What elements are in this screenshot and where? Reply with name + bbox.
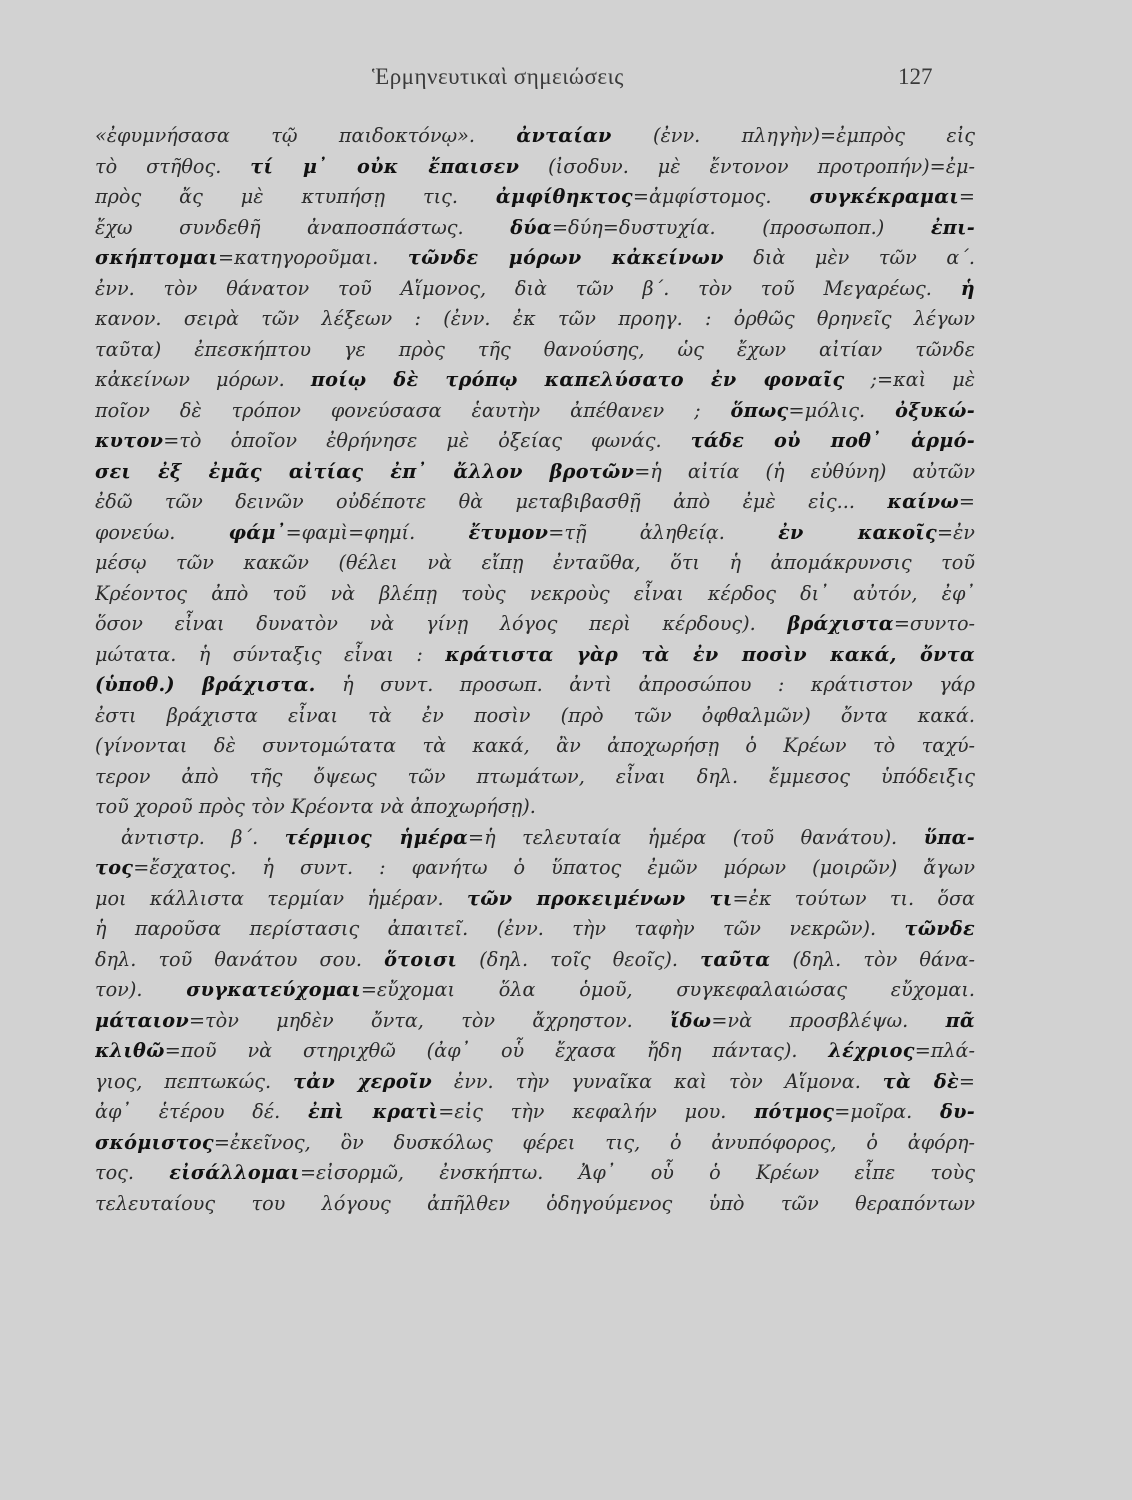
text-line	[95, 609, 975, 640]
gloss-text: ἐνν. τὴν γυναῖκα καὶ τὸν Αἵμονα.	[432, 1069, 883, 1093]
lemma-term: τάδε οὐ ποθ᾽ ἁρμό-	[690, 429, 975, 452]
gloss-text: =φαμὶ=φημί.	[285, 520, 469, 544]
text-line	[95, 914, 975, 945]
gloss-text: «ἐφυμνήσασα τῷ παιδοκτόνῳ».	[95, 124, 517, 147]
lemma-term: πᾶ	[945, 1008, 975, 1032]
gloss-text: (γίνονται δὲ συντομώτατα τὰ κακά, ἂν ἀποχωρήσῃ ὁ Κρέων τὸ ταχύ-	[95, 734, 975, 757]
gloss-text: μέσῳ τῶν κακῶν (θέλει νὰ εἴπῃ ἐνταῦθα, ὅτι ἡ ἀπομάκρυνσις τοῦ	[95, 551, 975, 574]
lemma-term: ἐν κακοῖς	[778, 520, 937, 544]
lemma-term: ἔτυμον	[468, 520, 549, 544]
lemma-term: δυ-	[940, 1100, 975, 1123]
gloss-text: μοι κάλλιστα τερμίαν ἡμέραν.	[95, 886, 467, 910]
text-line	[95, 243, 975, 274]
lemma-term: ἐπι-	[930, 215, 975, 239]
gloss-text: ἀντιστρ. β΄.	[121, 825, 285, 849]
gloss-text: =μοῖρα.	[834, 1100, 941, 1123]
lemma-term: φάμ᾽	[228, 520, 286, 544]
gloss-text: δηλ. τοῦ θανάτου σου.	[95, 947, 385, 971]
lemma-term: τῶνδε	[904, 917, 975, 940]
text-line	[95, 335, 975, 366]
text-line	[95, 792, 975, 823]
gloss-text: =πλά-	[914, 1039, 975, 1062]
gloss-text: =	[958, 185, 975, 208]
lemma-term: ταῦτα	[700, 947, 771, 971]
text-line	[95, 487, 975, 518]
gloss-text: τὸ στῆθος.	[95, 154, 251, 178]
lemma-term: μάταιον	[95, 1008, 189, 1032]
lemma-term: ἴδω	[670, 1008, 712, 1032]
lemma-term: κλιθῶ	[95, 1039, 165, 1062]
lemma-term: ὅτοισι	[384, 947, 458, 971]
lemma-term: εἰσάλλομαι	[169, 1161, 300, 1184]
text-line	[95, 1036, 975, 1067]
text-line	[95, 884, 975, 915]
lemma-term: ἀνταίαν	[516, 124, 612, 147]
gloss-text: τελευταίους του λόγους ἀπῆλθεν ὁδηγούμενος ὑπὸ τῶν θεραπόντων	[95, 1191, 975, 1215]
gloss-text: =δύη=δυστυχία. (προσωποπ.)	[551, 215, 931, 239]
gloss-text: =τὸ ὁποῖον ἐθρήνησε μὲ ὀξείας φωνάς.	[163, 429, 691, 452]
gloss-text: =κατηγοροῦμαι.	[218, 246, 408, 269]
lemma-term: ποίῳ δὲ τρόπῳ καπελύσατο ἐν φοναῖς	[310, 368, 845, 391]
lemma-term: ὅπως	[730, 398, 789, 422]
text-line	[95, 1128, 975, 1159]
text-line	[95, 1006, 975, 1037]
lemma-term: συγκέκραμαι	[809, 185, 959, 208]
gloss-text: =νὰ προσβλέψω.	[711, 1008, 946, 1032]
text-line	[95, 274, 975, 305]
gloss-text: =εἰσορμῶ, ἐνσκήπτω. Ἀφ᾽ οὗ ὁ Κρέων εἶπε τοὺς	[299, 1161, 975, 1184]
text-line	[95, 762, 975, 793]
text-line	[95, 823, 975, 854]
gloss-text: ἐνν. τὸν θάνατον τοῦ Αἵμονος, διὰ τῶν β΄. τὸν τοῦ Μεγαρέως.	[95, 276, 961, 300]
text-line	[95, 1097, 975, 1128]
text-line	[95, 396, 975, 427]
gloss-text: ἡ συντ. προσωπ. ἀντὶ ἀπροσώπου : κράτιστον γάρ	[315, 673, 975, 696]
text-line	[95, 548, 975, 579]
gloss-text: =ἔσχατος. ἡ συντ. : φανήτω ὁ ὕπατος ἐμῶν μόρων (μοιρῶν) ἄγων	[133, 856, 975, 879]
text-line	[95, 304, 975, 335]
lemma-term: τί μ᾽ οὐκ ἔπαισεν	[250, 154, 520, 178]
text-line	[95, 365, 975, 396]
gloss-text: =συντο-	[893, 612, 975, 635]
lemma-term: σκήπτομαι	[95, 246, 219, 269]
text-line	[95, 579, 975, 610]
gloss-text: ἐδῶ τῶν δεινῶν οὐδέποτε θὰ μεταβιβασθῇ ἀπὸ ἐμὲ εἰς...	[95, 490, 888, 513]
gloss-text: =ἡ τελευταία ἡμέρα (τοῦ θανάτου).	[468, 825, 924, 849]
text-line	[95, 457, 975, 488]
gloss-text: ἡ παροῦσα περίστασις ἀπαιτεῖ. (ἐνν. τὴν ταφὴν τῶν νεκρῶν).	[95, 917, 905, 940]
gloss-text: =τὸν μηδὲν ὄντα, τὸν ἄχρηστον.	[188, 1008, 671, 1032]
text-line	[95, 975, 975, 1006]
gloss-text: τον).	[95, 978, 187, 1001]
text-line	[95, 152, 975, 183]
gloss-text: =ἐκ τούτων τι. ὅσα	[732, 886, 975, 910]
gloss-text: ποῖον δὲ τρόπον φονεύσασα ἑαυτὴν ἀπέθανεν ;	[95, 398, 731, 422]
gloss-text: =ἡ αἰτία (ἡ εὐθύνη) αὐτῶν	[634, 459, 975, 483]
lemma-term: (ὑποθ.) βράχιστα.	[95, 673, 316, 696]
lemma-term: δύα	[510, 215, 552, 239]
gloss-text: (ἐνν. πληγὴν)=ἐμπρὸς εἰς	[611, 124, 975, 147]
lemma-term: κράτιστα γὰρ τὰ ἐν ποσὶν κακά, ὄντα	[445, 642, 975, 666]
gloss-text: ὅσον εἶναι δυνατὸν νὰ γίνῃ λόγος περὶ κέρδους).	[95, 612, 788, 635]
gloss-text: ταῦτα) ἐπεσκήπτου γε πρὸς τῆς θανούσης, ὡς ἔχων αἰτίαν τῶνδε	[95, 337, 975, 361]
gloss-text: =ἐν	[936, 520, 975, 544]
text-line	[95, 1067, 975, 1098]
gloss-text: =ἐκεῖνος, ὃν δυσκόλως φέρει τις, ὁ ἀνυπόφορος, ὁ ἀφόρη-	[213, 1130, 975, 1154]
text-line	[95, 213, 975, 244]
text-line	[95, 701, 975, 732]
lemma-term: βράχιστα	[787, 612, 894, 635]
text-line	[95, 670, 975, 701]
text-line	[95, 518, 975, 549]
text-line	[95, 853, 975, 884]
lemma-term: ὀξυκώ-	[895, 398, 975, 422]
lemma-term: ἐπὶ κρατὶ	[308, 1100, 439, 1123]
text-line	[95, 1189, 975, 1220]
lemma-term: τἀν χεροῖν	[293, 1069, 433, 1093]
text-line	[95, 426, 975, 457]
lemma-term: σκόμιστος	[95, 1130, 214, 1154]
gloss-text: ἀφ᾽ ἑτέρου δέ.	[95, 1100, 309, 1123]
gloss-text: φονεύω.	[95, 520, 229, 544]
gloss-text: ;=καὶ μὲ	[844, 368, 975, 391]
gloss-text: (δηλ. τοῖς θεοῖς).	[457, 947, 701, 971]
gloss-text: =τῇ ἀληθείᾳ.	[548, 520, 779, 544]
gloss-text: ἔχω συνδεθῆ ἀναποσπάστως.	[95, 215, 511, 239]
gloss-text: =ποῦ νὰ στηριχθῶ (ἀφ᾽ οὗ ἔχασα ἤδη πάντας).	[164, 1039, 829, 1062]
lemma-term: τος	[95, 856, 134, 879]
lemma-term: ὕπα-	[923, 825, 975, 849]
gloss-text: γιος, πεπτωκώς.	[95, 1069, 294, 1093]
gloss-text: τερον ἀπὸ τῆς ὄψεως τῶν πτωμάτων, εἶναι δηλ. ἔμμεσος ὑπόδειξις	[95, 764, 975, 788]
page-number: 127	[898, 64, 933, 89]
commentary-text	[95, 121, 975, 1219]
gloss-text: ἐστι βράχιστα εἶναι τὰ ἐν ποσὶν (πρὸ τῶν ὀφθαλμῶν) ὄντα κακά.	[95, 703, 975, 727]
lemma-term: καίνω	[887, 490, 959, 513]
text-line	[95, 121, 975, 152]
gloss-text: Κρέοντος ἀπὸ τοῦ νὰ βλέπῃ τοὺς νεκροὺς εἶναι κέρδος δι᾽ αὐτόν, ἐφ᾽	[95, 581, 975, 605]
text-line	[95, 640, 975, 671]
gloss-text: πρὸς ἄς μὲ κτυπήσῃ τις.	[95, 185, 496, 208]
gloss-text: τοῦ χοροῦ πρὸς τὸν Κρέοντα νὰ ἀποχωρήσῃ).	[95, 795, 536, 818]
lemma-term: κυτον	[95, 429, 164, 452]
text-line	[95, 731, 975, 762]
lemma-term: τὰ δὲ	[882, 1069, 959, 1093]
gloss-text: =ἀμφίστομος.	[632, 185, 810, 208]
gloss-text: κἀκείνων μόρων.	[95, 368, 311, 391]
lemma-term: συγκατεύχομαι	[186, 978, 361, 1001]
gloss-text: =εἰς τὴν κεφαλήν μου.	[438, 1100, 755, 1123]
gloss-text: (δηλ. τὸν θάνα-	[770, 947, 975, 971]
text-line	[95, 1158, 975, 1189]
page-header	[0, 60, 1132, 96]
gloss-text: =εὔχομαι ὅλα ὁμοῦ, συγκεφαλαιώσας εὔχομαι.	[360, 978, 975, 1001]
lemma-term: σει ἐξ ἐμᾶς αἰτίας ἐπ᾽ ἄλλον βροτῶν	[95, 459, 635, 483]
lemma-term: ἀμφίθηκτος	[495, 185, 633, 208]
gloss-text: =	[958, 1069, 975, 1093]
lemma-term: τῶν προκειμένων τι	[467, 886, 733, 910]
gloss-text: κανον. σειρὰ τῶν λέξεων : (ἐνν. ἐκ τῶν προηγ. : ὀρθῶς θρηνεῖς λέγων	[95, 307, 975, 330]
text-line	[95, 182, 975, 213]
lemma-term: τῶνδε μόρων κἀκείνων	[407, 246, 724, 269]
running-title: Ἑρμηνευτικαὶ σημειώσεις	[372, 64, 624, 89]
lemma-term: τέρμιος ἡμέρα	[284, 825, 469, 849]
lemma-term: ἡ	[960, 276, 975, 300]
gloss-text: μώτατα. ἡ σύνταξις εἶναι :	[95, 642, 446, 666]
lemma-term: λέχριος	[828, 1039, 915, 1062]
gloss-text: τος.	[95, 1161, 170, 1184]
gloss-text: =	[958, 490, 975, 513]
gloss-text: =μόλις.	[788, 398, 896, 422]
gloss-text: (ἰσοδυν. μὲ ἔντονον προτροπήν)=ἐμ-	[519, 154, 975, 178]
text-line	[95, 945, 975, 976]
gloss-text: διὰ μὲν τῶν α΄.	[723, 246, 975, 269]
lemma-term: πότμος	[754, 1100, 835, 1123]
